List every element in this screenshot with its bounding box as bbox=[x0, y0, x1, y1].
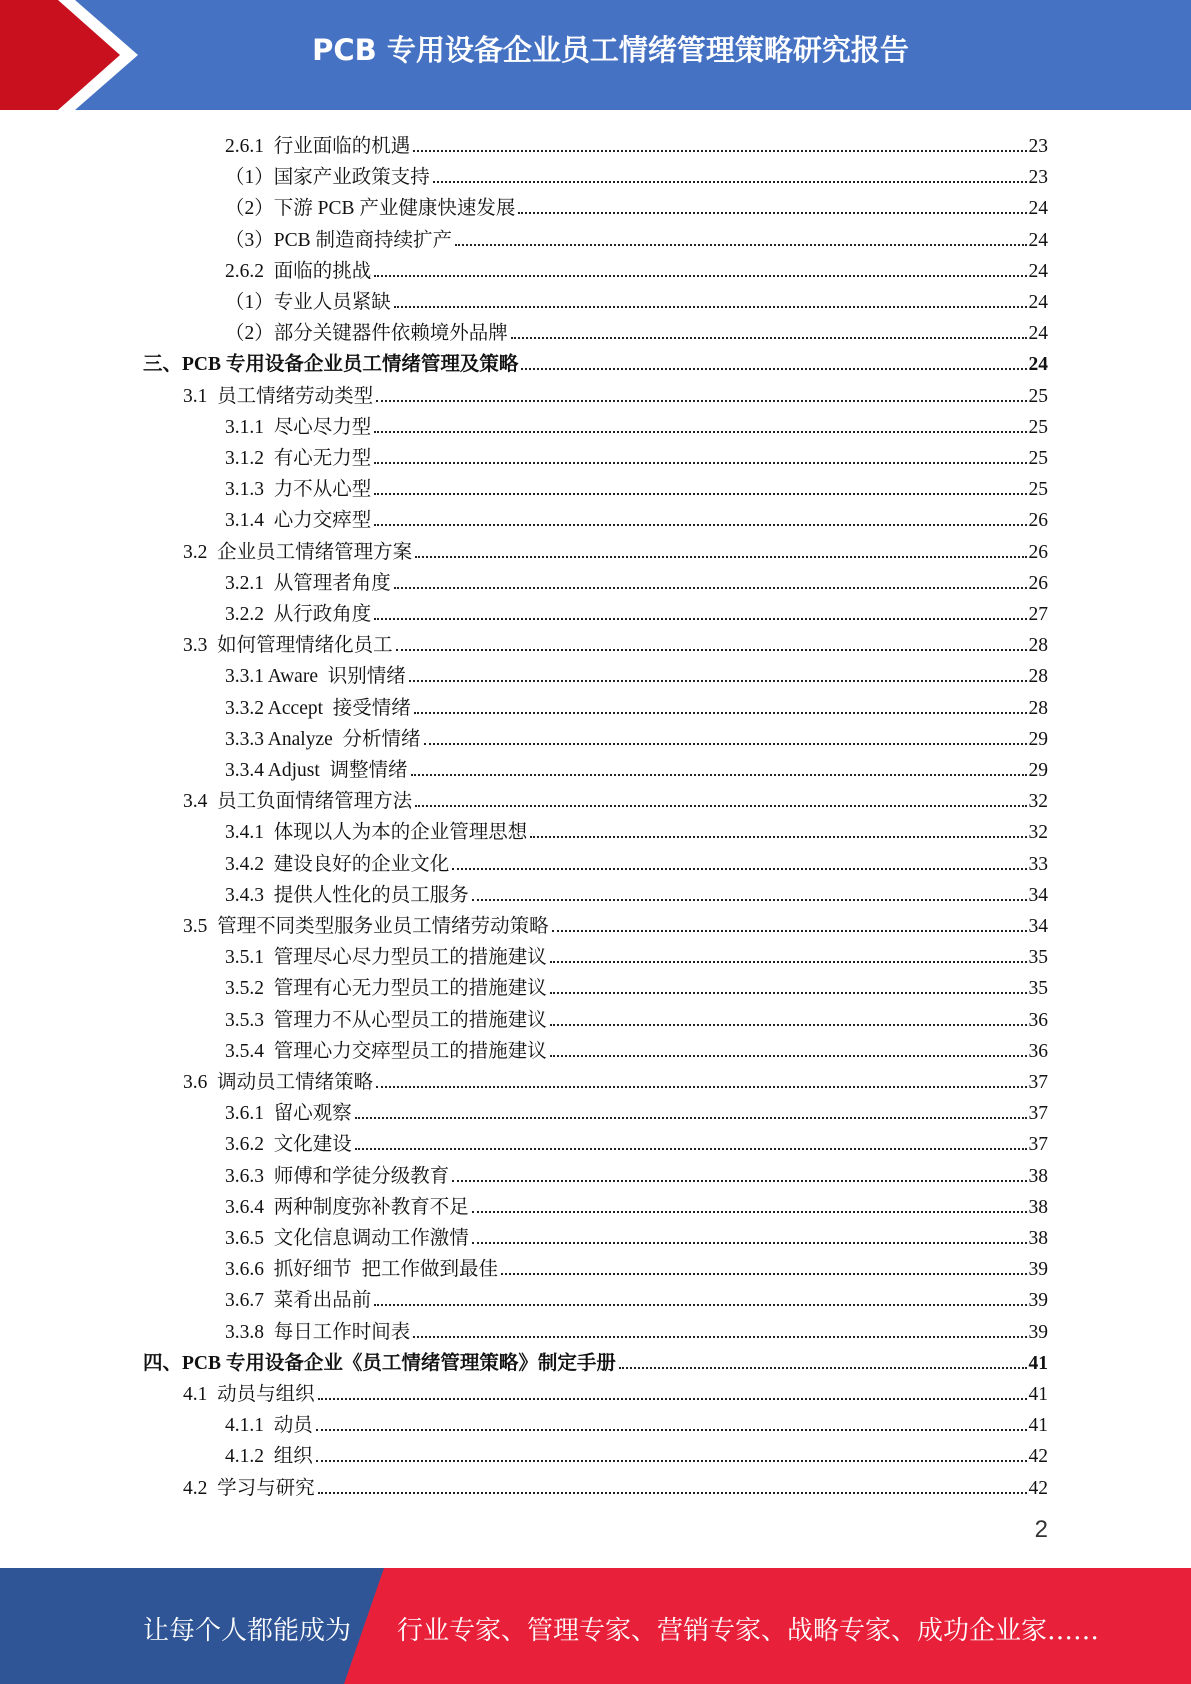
toc-entry[interactable] bbox=[183, 626, 1048, 657]
toc-entry-page: 38 bbox=[1028, 1228, 1048, 1249]
toc-entry-page: 37 bbox=[1028, 1134, 1048, 1156]
toc-entry-page: 34 bbox=[1028, 916, 1048, 937]
toc-dot-leader bbox=[550, 1024, 1027, 1026]
toc-entry-label: 3.4.1 体现以人为本的企业管理思想 bbox=[225, 822, 528, 844]
toc-dot-leader bbox=[511, 337, 1027, 339]
report-title: PCB 专用设备企业员工情绪管理策略研究报告 bbox=[312, 33, 909, 67]
toc-entry[interactable] bbox=[225, 813, 1048, 844]
toc-dot-leader bbox=[452, 1180, 1026, 1182]
toc-dot-leader bbox=[413, 150, 1026, 152]
toc-entry[interactable] bbox=[225, 938, 1048, 969]
toc-entry[interactable] bbox=[225, 221, 1048, 252]
toc-entry-label: 四、PCB 专用设备企业《员工情绪管理策略》制定手册 bbox=[143, 1352, 616, 1374]
toc-entry[interactable] bbox=[225, 689, 1048, 720]
toc-entry[interactable] bbox=[225, 1406, 1048, 1437]
toc-entry[interactable] bbox=[225, 595, 1048, 626]
toc-dot-leader bbox=[433, 181, 1027, 183]
toc-entry-page: 39 bbox=[1028, 1259, 1048, 1281]
toc-entry-page: 42 bbox=[1028, 1477, 1048, 1499]
toc-entry[interactable] bbox=[143, 1344, 1048, 1375]
toc-entry[interactable] bbox=[183, 782, 1048, 813]
footer-slogan-left: 让每个人都能成为 bbox=[143, 1616, 352, 1646]
toc-entry-page: 38 bbox=[1028, 1165, 1048, 1187]
toc-entry-page: 25 bbox=[1028, 385, 1048, 407]
toc-dot-leader bbox=[376, 400, 1026, 402]
toc-entry-label: 3.6.6 抓好细节 把工作做到最佳 bbox=[225, 1259, 499, 1281]
toc-entry[interactable] bbox=[225, 439, 1048, 470]
toc-entry-label: 3.6.4 两种制度弥补教育不足 bbox=[225, 1196, 469, 1218]
toc-entry[interactable] bbox=[225, 876, 1048, 907]
page-header bbox=[0, 0, 1191, 110]
toc-entry-label: 3.6 调动员工情绪策略 bbox=[183, 1072, 374, 1093]
toc-entry-page: 35 bbox=[1028, 978, 1048, 1000]
toc-entry[interactable] bbox=[183, 1375, 1048, 1406]
toc-entry-page: 41 bbox=[1028, 1415, 1048, 1437]
toc-entry[interactable] bbox=[225, 1157, 1048, 1188]
toc-entry-label: 3.6.7 菜肴出品前 bbox=[225, 1290, 372, 1312]
toc-entry[interactable] bbox=[225, 1188, 1048, 1219]
toc-entry-page: 36 bbox=[1028, 1040, 1048, 1062]
toc-entry-page: 28 bbox=[1028, 635, 1048, 657]
toc-entry[interactable] bbox=[225, 1281, 1048, 1312]
toc-dot-leader bbox=[318, 1492, 1027, 1494]
toc-dot-leader bbox=[530, 836, 1026, 838]
toc-entry-label: （2）下游 PCB 产业健康快速发展 bbox=[225, 198, 516, 220]
toc-entry[interactable] bbox=[183, 533, 1048, 564]
toc-entry-page: 28 bbox=[1028, 697, 1048, 719]
toc-entry-page: 25 bbox=[1028, 479, 1048, 501]
toc-dot-leader bbox=[355, 1148, 1027, 1150]
toc-dot-leader bbox=[394, 306, 1027, 308]
toc-entry[interactable] bbox=[225, 314, 1048, 345]
toc-dot-leader bbox=[318, 1398, 1027, 1400]
toc-dot-leader bbox=[316, 1429, 1027, 1431]
toc-entry-label: 3.4.2 建设良好的企业文化 bbox=[225, 853, 450, 875]
toc-dot-leader bbox=[472, 1211, 1027, 1213]
toc-entry-label: 3.6.2 文化建设 bbox=[225, 1134, 352, 1156]
toc-dot-leader bbox=[521, 368, 1026, 370]
toc-entry-label: 2.6.2 面临的挑战 bbox=[225, 260, 372, 282]
toc-dot-leader bbox=[411, 774, 1027, 776]
toc-dot-leader bbox=[552, 930, 1027, 932]
toc-entry[interactable] bbox=[225, 657, 1048, 688]
toc-entry-page: 24 bbox=[1028, 354, 1048, 376]
toc-dot-leader bbox=[518, 212, 1026, 214]
toc-dot-leader bbox=[550, 961, 1027, 963]
toc-dot-leader bbox=[355, 1117, 1027, 1119]
toc-entry-label: （3）PCB 制造商持续扩产 bbox=[225, 229, 452, 251]
toc-dot-leader bbox=[501, 1273, 1026, 1275]
toc-dot-leader bbox=[374, 431, 1026, 433]
toc-entry-label: 3.2 企业员工情绪管理方案 bbox=[183, 541, 413, 563]
toc-dot-leader bbox=[413, 1336, 1026, 1338]
toc-entry[interactable] bbox=[225, 408, 1048, 439]
toc-entry-page: 27 bbox=[1028, 604, 1048, 625]
toc-entry-label: 3.1 员工情绪劳动类型 bbox=[183, 385, 374, 407]
toc-entry[interactable] bbox=[225, 1313, 1048, 1344]
toc-entry-label: （1）国家产业政策支持 bbox=[225, 167, 430, 189]
toc-dot-leader bbox=[316, 1460, 1027, 1462]
toc-entry-page: 42 bbox=[1028, 1446, 1048, 1468]
toc-entry[interactable] bbox=[225, 969, 1048, 1000]
toc-entry-label: 3.2.1 从管理者角度 bbox=[225, 572, 391, 594]
toc-entry-label: 3.6.5 文化信息调动工作激情 bbox=[225, 1228, 469, 1249]
toc-entry-page: 24 bbox=[1028, 323, 1048, 345]
toc-entry-page: 25 bbox=[1028, 416, 1048, 438]
toc-entry[interactable] bbox=[225, 1094, 1048, 1125]
toc-dot-leader bbox=[394, 587, 1027, 589]
toc-dot-leader bbox=[414, 712, 1027, 714]
toc-dot-leader bbox=[472, 1242, 1027, 1244]
toc-entry-page: 33 bbox=[1028, 853, 1048, 875]
toc-entry-label: 3.4.3 提供人性化的员工服务 bbox=[225, 884, 469, 906]
toc-dot-leader bbox=[374, 524, 1026, 526]
toc-entry-label: 3.2.2 从行政角度 bbox=[225, 604, 372, 625]
toc-entry-label: 3.1.2 有心无力型 bbox=[225, 448, 372, 469]
toc-dot-leader bbox=[374, 618, 1026, 620]
toc-entry-label: 3.4 员工负面情绪管理方法 bbox=[183, 791, 413, 813]
toc-entry-label: 2.6.1 行业面临的机遇 bbox=[225, 136, 411, 157]
toc-entry-page: 28 bbox=[1028, 666, 1048, 688]
toc-entry-label: （2）部分关键器件依赖境外品牌 bbox=[225, 323, 508, 345]
toc-dot-leader bbox=[415, 805, 1026, 807]
toc-entry-page: 26 bbox=[1028, 541, 1048, 563]
page-number: 2 bbox=[1034, 1516, 1048, 1543]
toc-entry-page: 29 bbox=[1028, 728, 1048, 750]
toc-dot-leader bbox=[550, 992, 1027, 994]
toc-entry-label: 3.6.3 师傅和学徒分级教育 bbox=[225, 1165, 450, 1187]
toc-entry-page: 34 bbox=[1028, 884, 1048, 906]
toc-entry[interactable] bbox=[225, 564, 1048, 595]
toc-entry-page: 24 bbox=[1028, 292, 1048, 313]
toc-entry-page: 32 bbox=[1028, 791, 1048, 813]
toc-entry-label: 三、PCB 专用设备企业员工情绪管理及策略 bbox=[143, 354, 519, 376]
toc-entry-label: 3.3.1 Aware 识别情绪 bbox=[225, 666, 406, 688]
toc-entry-page: 24 bbox=[1028, 229, 1048, 251]
toc-entry[interactable] bbox=[225, 1001, 1048, 1032]
toc-entry-label: 4.1 动员与组织 bbox=[183, 1384, 315, 1405]
toc-entry[interactable] bbox=[183, 377, 1048, 408]
toc-entry-label: 4.2 学习与研究 bbox=[183, 1477, 315, 1499]
toc-entry-page: 37 bbox=[1028, 1072, 1048, 1093]
toc-entry[interactable] bbox=[143, 345, 1048, 376]
toc-entry-page: 37 bbox=[1028, 1103, 1048, 1125]
toc-entry-label: 3.5.2 管理有心无力型员工的措施建议 bbox=[225, 978, 547, 1000]
toc-entry-label: 3.5.1 管理尽心尽力型员工的措施建议 bbox=[225, 947, 547, 969]
toc-entry-label: 3.3 如何管理情绪化员工 bbox=[183, 635, 393, 657]
toc-entry[interactable] bbox=[225, 845, 1048, 876]
toc-entry-page: 29 bbox=[1028, 760, 1048, 781]
toc-entry-label: 3.5.3 管理力不从心型员工的措施建议 bbox=[225, 1009, 547, 1031]
toc-entry[interactable] bbox=[225, 127, 1048, 158]
toc-dot-leader bbox=[374, 493, 1026, 495]
toc-entry-page: 23 bbox=[1028, 167, 1048, 189]
toc-dot-leader bbox=[374, 1304, 1026, 1306]
toc-entry-label: 3.3.2 Accept 接受情绪 bbox=[225, 697, 411, 719]
toc-dot-leader bbox=[374, 462, 1026, 464]
toc-entry-label: 3.3.4 Adjust 调整情绪 bbox=[225, 760, 408, 781]
toc-entry[interactable] bbox=[225, 283, 1048, 314]
toc-entry[interactable] bbox=[225, 1219, 1048, 1250]
toc-entry-page: 41 bbox=[1028, 1384, 1048, 1405]
toc-entry-page: 38 bbox=[1028, 1196, 1048, 1218]
toc-entry-label: 4.1.1 动员 bbox=[225, 1415, 313, 1437]
toc-entry-label: 3.5.4 管理心力交瘁型员工的措施建议 bbox=[225, 1040, 547, 1062]
toc-entry[interactable] bbox=[183, 1063, 1048, 1094]
toc-entry[interactable] bbox=[183, 1469, 1048, 1500]
toc-dot-leader bbox=[455, 244, 1027, 246]
toc-dot-leader bbox=[396, 649, 1027, 651]
toc-entry-page: 39 bbox=[1028, 1321, 1048, 1343]
toc-entry[interactable] bbox=[225, 1032, 1048, 1063]
toc-entry[interactable] bbox=[225, 1250, 1048, 1281]
toc-entry-page: 25 bbox=[1028, 448, 1048, 469]
toc-entry[interactable] bbox=[225, 751, 1048, 782]
toc-entry-label: 3.3.3 Analyze 分析情绪 bbox=[225, 728, 421, 750]
toc-dot-leader bbox=[374, 275, 1026, 277]
toc-entry-page: 39 bbox=[1028, 1290, 1048, 1312]
toc-entry-page: 36 bbox=[1028, 1009, 1048, 1031]
toc-entry[interactable] bbox=[183, 907, 1048, 938]
toc-entry-label: 3.1.4 心力交瘁型 bbox=[225, 510, 372, 532]
toc-dot-leader bbox=[550, 1055, 1027, 1057]
toc-entry[interactable] bbox=[225, 1125, 1048, 1156]
toc-entry-label: 3.3.8 每日工作时间表 bbox=[225, 1321, 411, 1343]
toc-dot-leader bbox=[409, 680, 1027, 682]
toc-dot-leader bbox=[424, 743, 1027, 745]
toc-entry-page: 41 bbox=[1028, 1352, 1048, 1374]
toc-entry-page: 24 bbox=[1028, 198, 1048, 220]
toc-entry[interactable] bbox=[225, 189, 1048, 220]
toc-entry-page: 24 bbox=[1028, 260, 1048, 282]
toc-entry-page: 26 bbox=[1028, 510, 1048, 532]
toc-entry[interactable] bbox=[225, 252, 1048, 283]
toc-entry[interactable] bbox=[225, 158, 1048, 189]
toc-entry-label: 3.1.1 尽心尽力型 bbox=[225, 416, 372, 438]
toc-entry-label: 4.1.2 组织 bbox=[225, 1446, 313, 1468]
footer-slogan-right: 行业专家、管理专家、营销专家、战略专家、成功企业家…… bbox=[397, 1616, 1100, 1646]
toc-dot-leader bbox=[376, 1086, 1026, 1088]
toc-entry-label: 3.6.1 留心观察 bbox=[225, 1103, 352, 1125]
toc-entry-page: 23 bbox=[1028, 136, 1048, 157]
toc-dot-leader bbox=[619, 1367, 1027, 1369]
toc-entry[interactable] bbox=[225, 501, 1048, 532]
toc-entry-page: 32 bbox=[1028, 822, 1048, 844]
toc-entry-label: （1）专业人员紧缺 bbox=[225, 292, 391, 313]
toc-entry-label: 3.1.3 力不从心型 bbox=[225, 479, 372, 501]
toc-entry-page: 35 bbox=[1028, 947, 1048, 969]
toc-dot-leader bbox=[452, 868, 1026, 870]
toc-entry[interactable] bbox=[225, 720, 1048, 751]
page-footer bbox=[0, 1568, 1191, 1684]
toc-entry-page: 26 bbox=[1028, 572, 1048, 594]
toc-dot-leader bbox=[472, 899, 1027, 901]
toc-entry[interactable] bbox=[225, 470, 1048, 501]
toc-dot-leader bbox=[415, 556, 1026, 558]
toc-entry-label: 3.5 管理不同类型服务业员工情绪劳动策略 bbox=[183, 916, 549, 937]
toc-entry[interactable] bbox=[225, 1437, 1048, 1468]
